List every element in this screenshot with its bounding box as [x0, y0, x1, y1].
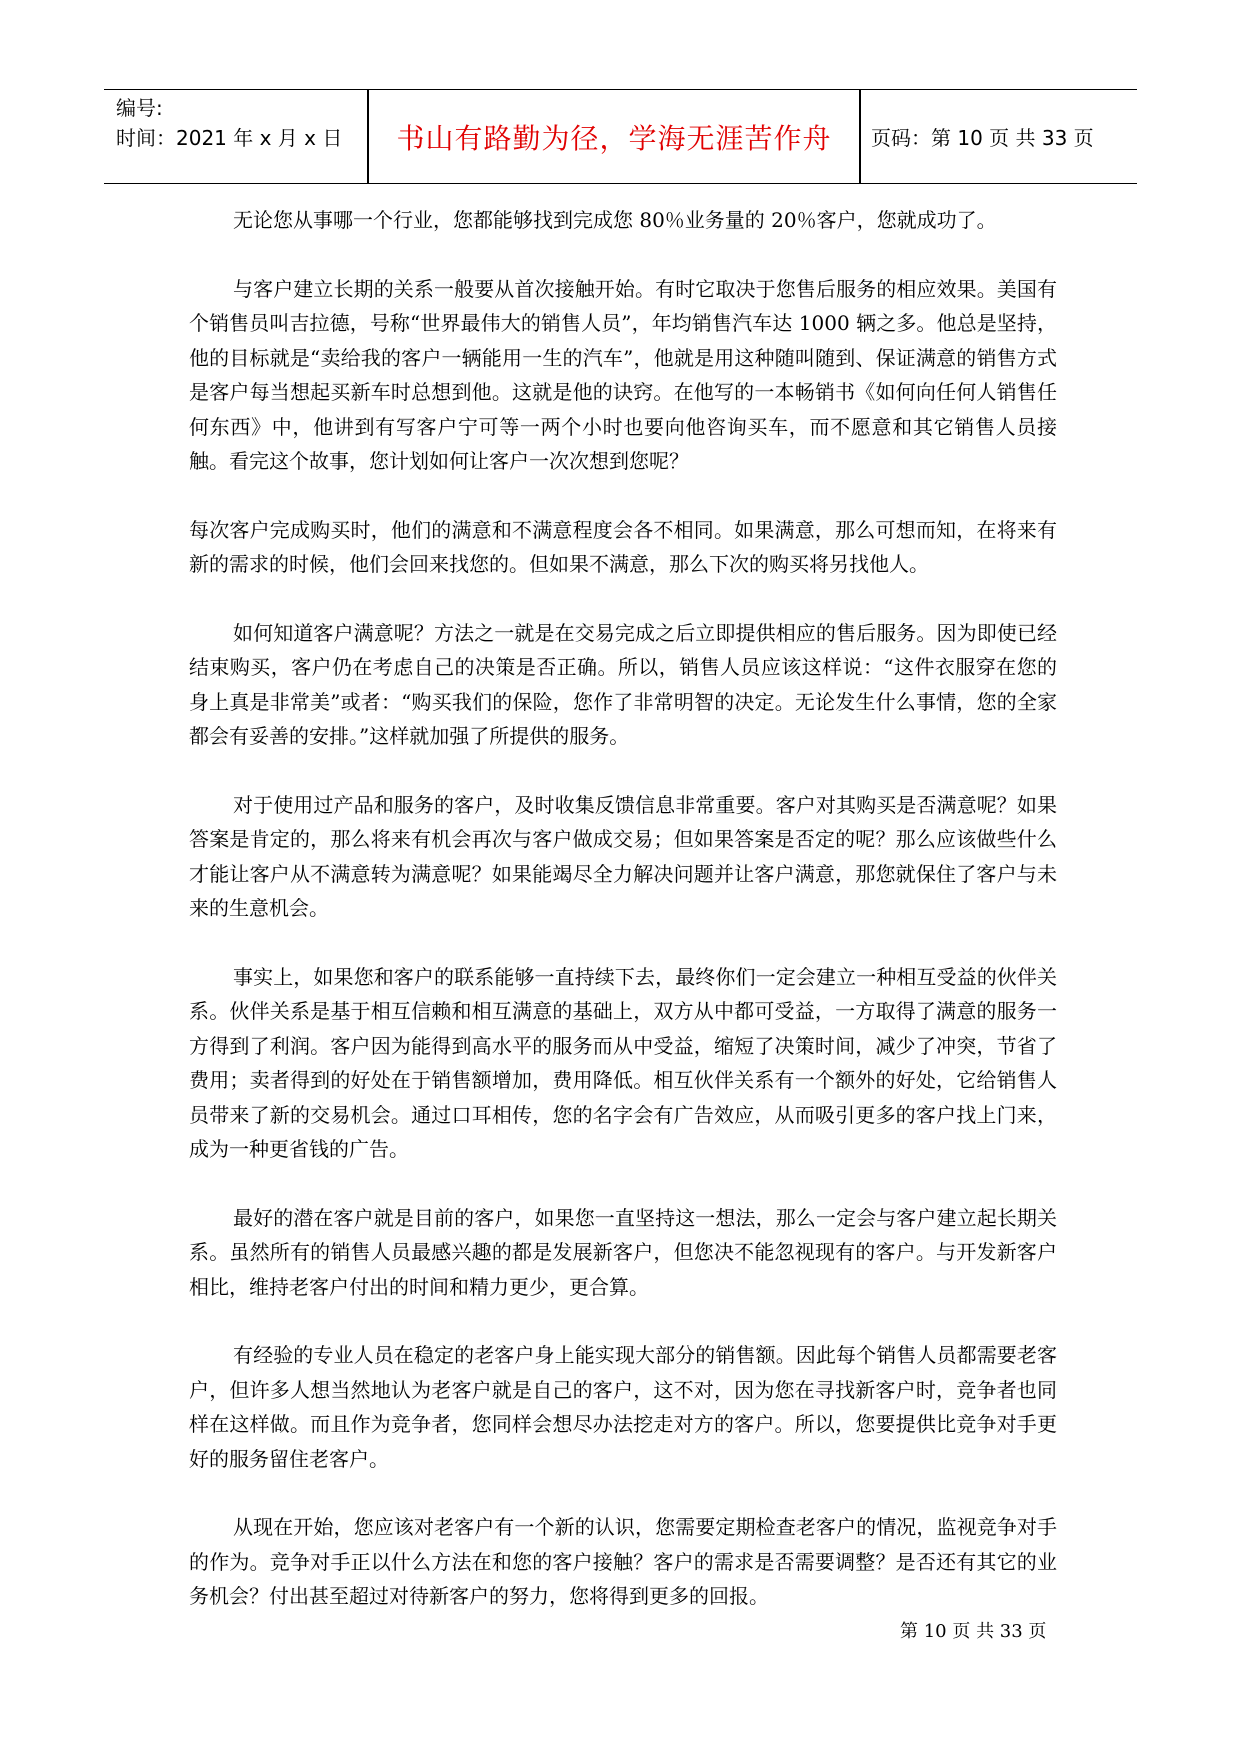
- paragraph-5: 对于使用过产品和服务的客户，及时收集反馈信息非常重要。客户对其购买是否满意呢？如果答案是肯定的，那么将来有机会再次与客户做成交易；但如果答案是否定的呢？那么应该做些什么才能让客户从不满意转为满意呢？如果能竭尽全力解决问题并让客户满意，那您就保住了客户与未来的生意机会。: [189, 792, 1057, 920]
- paragraph-4: 如何知道客户满意呢？方法之一就是在交易完成之后立即提供相应的售后服务。因为即使已经结束购买，客户仍在考虑自己的决策是否正确。所以，销售人员应该这样说：“这件衣服穿在您的身上真是非常美”或者：“购买我们的保险，您作了非常明智的决定。无论发生什么事情，您的全家都会有妥善的安排。”这样就加强了所提供的服务。: [189, 620, 1057, 748]
- paragraph-3: 每次客户完成购买时，他们的满意和不满意程度会各不相同。如果满意，那么可想而知，在将来有新的需求的时候，他们会回来找您的。但如果不满意，那么下次的购买将另找他人。: [189, 517, 1057, 576]
- document-body: [189, 203, 1057, 1648]
- header-motto: 书山有路勤为径，学海无涯苦作舟: [396, 121, 832, 155]
- time-label: 时间：2021 年 x 月 x 日: [116, 126, 343, 150]
- header-divider-right: [859, 90, 861, 183]
- page-footer: 第 10 页 共 33 页: [900, 1621, 1047, 1642]
- page-header: [104, 89, 1137, 184]
- paragraph-6: 事实上，如果您和客户的联系能够一直持续下去，最终你们一定会建立一种相互受益的伙伴关系。伙伴关系是基于相互信赖和相互满意的基础上，双方从中都可受益，一方取得了满意的服务一方得到了利润。客户因为能得到高水平的服务而从中受益，缩短了决策时间，减少了冲突，节省了费用；卖者得到的好处在于销售额增加，费用降低。相互伙伴关系有一个额外的好处，它给销售人员带来了新的交易机会。通过口耳相传，您的名字会有广告效应，从而吸引更多的客户找上门来，成为一种更省钱的广告。: [189, 964, 1057, 1161]
- header-meta: [116, 93, 342, 153]
- paragraph-7: 最好的潜在客户就是目前的客户，如果您一直坚持这一想法，那么一定会与客户建立起长期关系。虽然所有的销售人员最感兴趣的都是发展新客户，但您决不能忽视现有的客户。与开发新客户相比，维持老客户付出的时间和精力更少，更合算。: [189, 1205, 1057, 1299]
- paragraph-9: 从现在开始，您应该对老客户有一个新的认识，您需要定期检查老客户的情况，监视竞争对手的作为。竞争对手正以什么方法在和您的客户接触？客户的需求是否需要调整？是否还有其它的业务机会？付出甚至超过对待新客户的努力，您将得到更多的回报。: [189, 1515, 1057, 1608]
- paragraph-8: 有经验的专业人员在稳定的老客户身上能实现大部分的销售额。因此每个销售人员都需要老客户，但许多人想当然地认为老客户就是自己的客户，这不对，因为您在寻找新客户时，竞争者也同样在这样做。而且作为竞争者，您同样会想尽办法挖走对方的客户。所以，您要提供比竞争对手更好的服务留住老客户。: [189, 1343, 1057, 1471]
- paragraph-1: 无论您从事哪一个行业，您都能够找到完成您 80％业务量的 20％客户，您就成功了。: [233, 208, 997, 232]
- serial-label: 编号:: [116, 96, 163, 120]
- header-page-label: 页码：第 10 页 共 33 页: [871, 126, 1094, 150]
- paragraph-2: 与客户建立长期的关系一般要从首次接触开始。有时它取决于您售后服务的相应效果。美国有个销售员叫吉拉德，号称“世界最伟大的销售人员”，年均销售汽车达 1000 辆之多。他总是坚持，他的目标就是“卖给我的客户一辆能用一生的汽车”，他就是用这种随叫随到、保证满意的销售方式是客户每当想起买新车时总想到他。这就是他的诀窍。在他写的一本畅销书《如何向任何人销售任何东西》中，他讲到有写客户宁可等一两个小时也要向他咨询买车，而不愿意和其它销售人员接触。看完这个故事，您计划如何让客户一次次想到您呢？: [189, 276, 1057, 473]
